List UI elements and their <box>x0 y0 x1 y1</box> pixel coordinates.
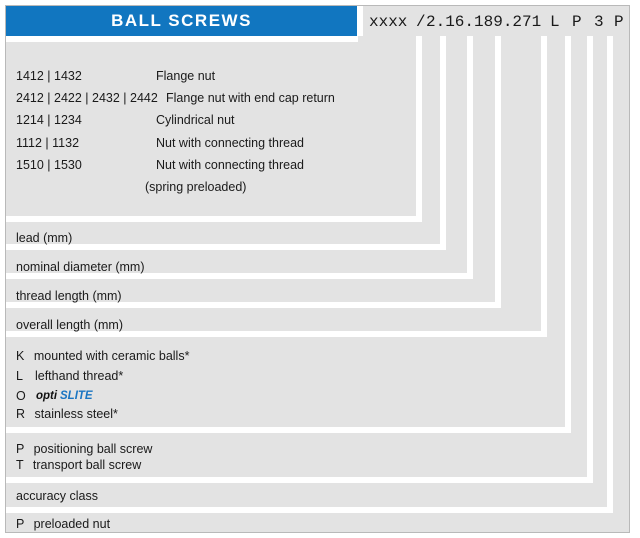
screw-type-p <box>16 442 152 456</box>
nut-codes-4: 1112 | 1132 <box>16 136 80 150</box>
optislite-logo <box>35 387 99 406</box>
title-bar <box>6 6 357 36</box>
screw-type-letter: T <box>16 458 24 472</box>
logo-prefix: opti <box>36 390 58 402</box>
nut-codes-1: 1412 | 1432 <box>16 69 82 83</box>
label-overall-length: overall length (mm) <box>16 318 123 332</box>
option-letter: K <box>16 349 25 363</box>
nut-desc-2: Flange nut with end cap return <box>166 91 335 105</box>
code-screw-type: P <box>572 13 582 31</box>
option-text: mounted with ceramic balls* <box>33 349 190 363</box>
preload-text: preloaded nut <box>33 517 111 531</box>
option-o <box>16 387 99 406</box>
option-l <box>16 369 123 383</box>
option-k <box>16 349 189 363</box>
option-letter: O <box>16 388 26 403</box>
nut-desc-4: Nut with connecting thread <box>156 136 305 150</box>
screw-type-t <box>16 458 141 472</box>
preload-row <box>16 517 110 531</box>
label-lead: lead (mm) <box>16 231 73 245</box>
code-option: L <box>550 13 560 31</box>
title: BALL SCREWS <box>111 11 252 30</box>
nut-desc-1: Flange nut <box>156 69 216 83</box>
logo-suffix: SLITE <box>60 390 93 402</box>
screw-type-text: transport ball screw <box>32 458 142 472</box>
preload-letter: P <box>16 517 25 531</box>
screw-type-text: positioning ball screw <box>33 442 153 456</box>
option-text: lefthand thread* <box>34 369 124 383</box>
nut-codes-5: 1510 | 1530 <box>16 158 82 172</box>
option-letter: L <box>16 369 23 383</box>
option-text: stainless steel* <box>34 407 118 421</box>
spring-note: (spring preloaded) <box>145 180 247 194</box>
option-r <box>16 407 118 421</box>
nut-desc-3: Cylindrical nut <box>156 113 235 127</box>
nut-desc-5: Nut with connecting thread <box>156 158 305 172</box>
screw-type-letter: P <box>16 442 25 456</box>
code-series: xxxx <box>369 13 408 31</box>
label-accuracy-class: accuracy class <box>16 489 98 503</box>
code-dimensions: 2.16.189.271 <box>426 13 542 31</box>
label-nominal-diameter: nominal diameter (mm) <box>16 260 145 274</box>
code-accuracy: 3 <box>594 13 604 31</box>
label-thread-length: thread length (mm) <box>16 289 122 303</box>
nut-codes-3: 1214 | 1234 <box>16 113 82 127</box>
nut-codes-2: 2412 | 2422 | 2432 | 2442 <box>16 91 158 105</box>
code-preload: P <box>614 13 624 31</box>
code-slash: / <box>416 13 426 31</box>
option-letter: R <box>16 407 26 421</box>
